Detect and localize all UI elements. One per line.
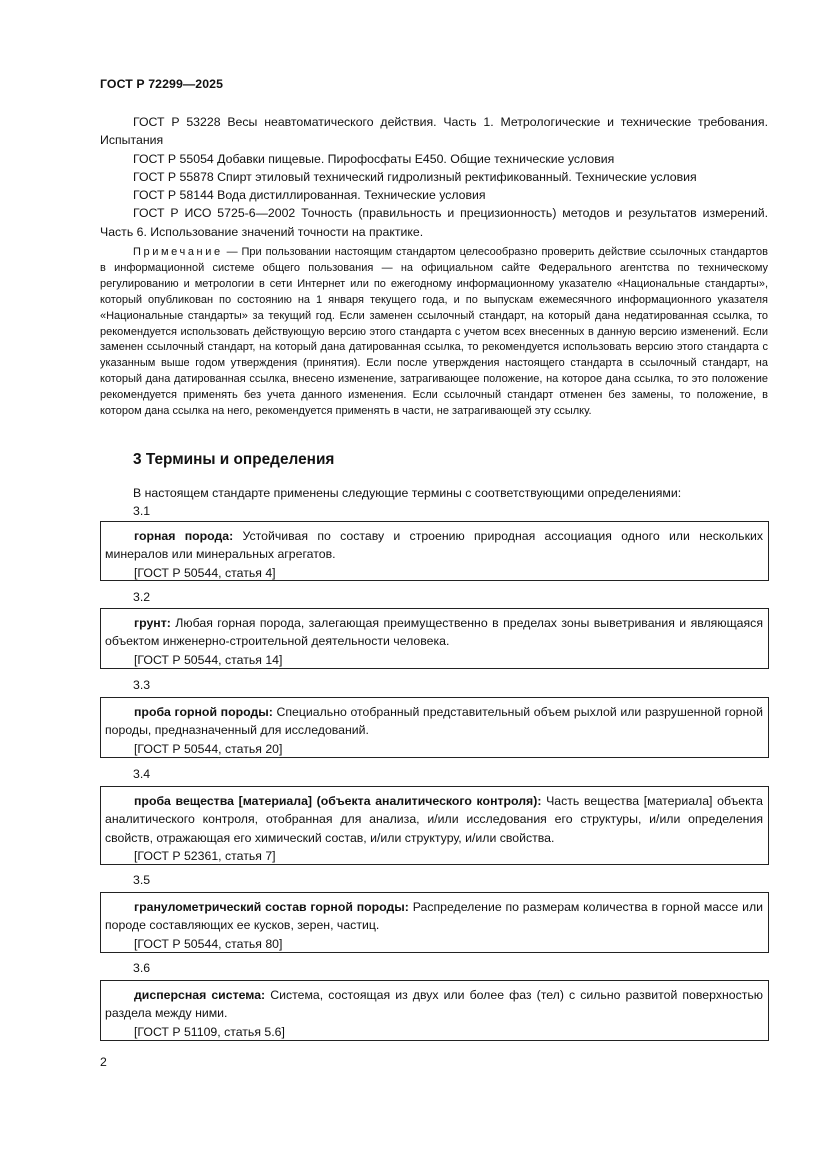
section-title: 3 Термины и определения — [133, 451, 335, 468]
reference-item: ГОСТ Р 55054 Добавки пищевые. Пирофосфаты Е450. Общие технические условия — [133, 151, 615, 166]
term-box — [100, 892, 769, 953]
term-source: [ГОСТ Р 50544, статья 4] — [134, 565, 276, 580]
term-box — [100, 786, 769, 865]
term-text: Система, состоящая из двух или более фаз (тел) с сильно развитой поверхностью раздела между ними. — [105, 988, 764, 1021]
term-definition — [105, 986, 763, 1023]
term-name: горная порода: — [134, 529, 234, 543]
document-header: ГОСТ Р 72299—2025 — [100, 77, 224, 91]
term-name: дисперсная система: — [134, 988, 266, 1002]
term-name: грунт: — [134, 616, 171, 630]
term-definition — [105, 898, 763, 935]
section-intro: В настоящем стандарте применены следующие термины с соответствующими определениями: — [133, 486, 682, 500]
reference-item: ГОСТ Р 53228 Весы неавтоматического действия. Часть 1. Метрологические и технические требования. Испытания — [100, 115, 768, 148]
normative-references — [100, 113, 768, 241]
term-number: 3.2 — [133, 590, 151, 604]
term-source: [ГОСТ Р 50544, статья 14] — [134, 652, 283, 667]
term-source: [ГОСТ Р 50544, статья 20] — [134, 741, 283, 756]
reference-item: ГОСТ Р 58144 Вода дистиллированная. Технические условия — [133, 188, 486, 203]
term-name: проба горной породы: — [134, 705, 273, 719]
term-text: Распределение по размерам количества в горной массе или породе составляющих ее кусков, зерен, частиц. — [105, 900, 764, 933]
term-number: 3.1 — [133, 504, 151, 518]
reference-item: ГОСТ Р 55878 Спирт этиловый технический гидролизный ректификованный. Технические условия — [133, 169, 697, 184]
term-number: 3.3 — [133, 678, 151, 692]
term-text: Любая горная порода, залегающая преимущественно в пределах зоны выветривания и являющаяся объектом инженерно-строительной деятельности человека. — [105, 616, 763, 649]
term-number: 3.4 — [133, 767, 151, 781]
reference-item: ГОСТ Р ИСО 5725-6—2002 Точность (правильность и прецизионность) методов и результатов измерений. Часть 6. Использование значений точности на практике. — [100, 206, 768, 239]
term-number: 3.6 — [133, 961, 151, 975]
term-source: [ГОСТ Р 52361, статья 7] — [134, 848, 276, 863]
note-paragraph — [100, 245, 768, 420]
term-text: Специально отобранный представительный объем рыхлой или разрушенной горной породы, предназначенный для исследований. — [105, 705, 763, 738]
term-box — [100, 980, 769, 1041]
term-name: гранулометрический состав горной породы: — [134, 900, 409, 914]
term-text: Часть вещества [материала] объекта аналитического контроля, отобранная для анализа, и/или исследования его структуры, и/или определения свойств, отражающая его химический состав, и/или структуру, и/или свойства. — [105, 794, 763, 845]
term-definition — [105, 527, 763, 564]
term-name: проба вещества [материала] (объекта аналитического контроля): — [134, 794, 542, 808]
note-text: — При пользовании настоящим стандартом целесообразно проверить действие ссылочных стандартов в информационной системе общего пользования — на официальном сайте Федерального агентства по техническому регулированию и метрологии в сети Интернет или по ежегодному информационному указателю «Национальные стандарты», который опубликован по состоянию на 1 января текущего года, и по выпускам ежемесячного информационного указателя «Национальные стандарты» за текущий год. Если заменен ссылочный стандарт, на который дана недатированная ссылка, то рекомендуется использовать действующую версию этого стандарта с учетом всех внесенных в данную версию изменений. Если заменен ссылочный стандарт, на который дана датированная ссылка, то рекомендуется использовать версию этого стандарта с указанным выше годом утверждения (принятия). Если после утверждения настоящего стандарта в ссылочный стандарт, на который дана датированная ссылка, внесено изменение, затрагивающее положение, на которое дана ссылка, то это положение рекомендуется применять без учета данного изменения. Если ссылочный стандарт отменен без замены, то положение, в котором дана ссылка на него, рекомендуется применять в части, не затрагивающей эту ссылку. — [100, 246, 768, 418]
note-label: Примечание — [133, 246, 223, 258]
page-number: 2 — [100, 1055, 107, 1069]
term-definition — [105, 792, 763, 847]
term-definition — [105, 614, 763, 651]
term-box — [100, 697, 769, 758]
term-definition — [105, 703, 763, 740]
term-source: [ГОСТ Р 50544, статья 80] — [134, 936, 283, 951]
term-box — [100, 521, 769, 581]
term-source: [ГОСТ Р 51109, статья 5.6] — [134, 1024, 285, 1039]
term-box — [100, 608, 769, 669]
term-text: Устойчивая по составу и строению природная ассоциация одного или нескольких минералов или минеральных агрегатов. — [105, 529, 763, 562]
term-number: 3.5 — [133, 873, 151, 887]
